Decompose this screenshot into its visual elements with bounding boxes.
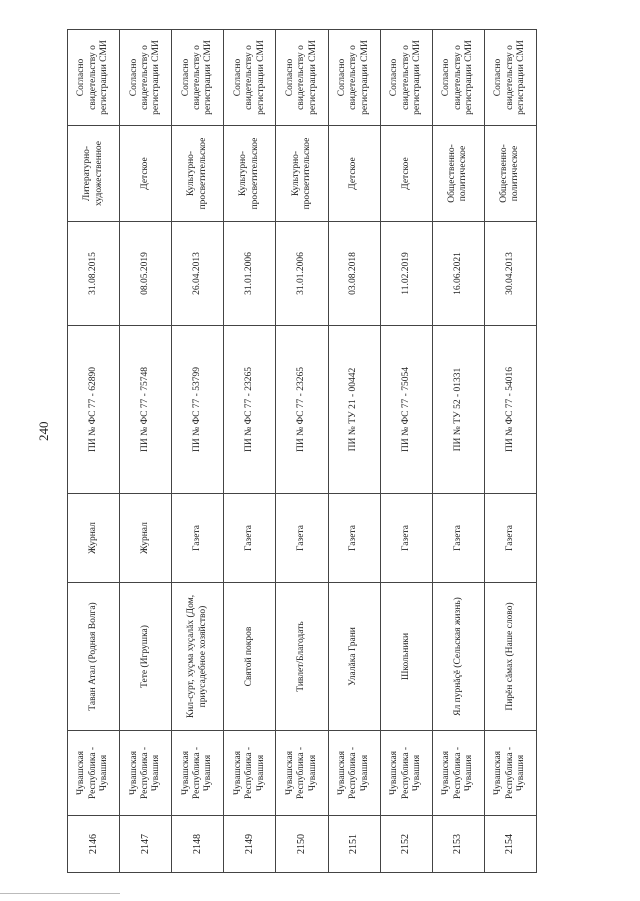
row-number: 2146 (68, 816, 120, 873)
basis-cell: Согласно свидетельству о регистрации СМИ (224, 30, 276, 126)
registration-number-cell: ПИ № ФС 77 - 54016 (484, 326, 536, 494)
basis-cell: Согласно свидетельству о регистрации СМИ (328, 30, 380, 126)
region-cell: Чувашская Республика - Чувашия (380, 731, 432, 816)
registration-date-cell: 11.02.2019 (380, 222, 432, 326)
registration-date-cell: 31.08.2015 (68, 222, 120, 326)
basis-cell: Согласно свидетельству о регистрации СМИ (120, 30, 172, 126)
region-cell: Чувашская Республика - Чувашия (484, 731, 536, 816)
page-edge-rule (0, 893, 120, 894)
topic-cell: Детское (380, 126, 432, 222)
publication-type-cell: Журнал (68, 494, 120, 583)
media-registry-table (67, 30, 537, 873)
row-number: 2148 (172, 816, 224, 873)
table-row (120, 30, 172, 873)
topic-cell: Детское (328, 126, 380, 222)
topic-cell: Литературно-художественное (68, 126, 120, 222)
registration-number-cell: ПИ № ФС 77 - 23265 (276, 326, 328, 494)
registration-date-cell: 03.08.2018 (328, 222, 380, 326)
registration-number-cell: ПИ № ФС 77 - 23265 (224, 326, 276, 494)
registration-date-cell: 26.04.2013 (172, 222, 224, 326)
registration-date-cell: 30.04.2013 (484, 222, 536, 326)
topic-cell: Общественно-политическое (432, 126, 484, 222)
region-cell: Чувашская Республика - Чувашия (224, 731, 276, 816)
topic-cell: Культурно-просветительское (276, 126, 328, 222)
publication-type-cell: Газета (432, 494, 484, 583)
region-cell: Чувашская Республика - Чувашия (68, 731, 120, 816)
table-row (276, 30, 328, 873)
topic-cell: Общественно-политическое (484, 126, 536, 222)
publication-type-cell: Журнал (120, 494, 172, 583)
page-number: 240 (36, 421, 51, 441)
basis-cell: Согласно свидетельству о регистрации СМИ (172, 30, 224, 126)
table-row (432, 30, 484, 873)
registration-date-cell: 31.01.2006 (276, 222, 328, 326)
publication-type-cell: Газета (224, 494, 276, 583)
registration-date-cell: 16.06.2021 (432, 222, 484, 326)
row-number: 2153 (432, 816, 484, 873)
basis-cell: Согласно свидетельству о регистрации СМИ (380, 30, 432, 126)
row-number: 2154 (484, 816, 536, 873)
basis-cell: Согласно свидетельству о регистрации СМИ (484, 30, 536, 126)
registration-number-cell: ПИ № ФС 77 - 75748 (120, 326, 172, 494)
registration-number-cell: ПИ № ТУ 52 - 01331 (432, 326, 484, 494)
table-row (172, 30, 224, 873)
table-row (224, 30, 276, 873)
registration-number-cell: ПИ № ФС 77 - 53799 (172, 326, 224, 494)
registration-number-cell: ПИ № ФС 77 - 62890 (68, 326, 120, 494)
registration-number-cell: ПИ № ФС 77 - 75054 (380, 326, 432, 494)
publication-title-cell: Тете (Игрушка) (120, 583, 172, 731)
row-number: 2149 (224, 816, 276, 873)
publication-type-cell: Газета (328, 494, 380, 583)
basis-cell: Согласно свидетельству о регистрации СМИ (432, 30, 484, 126)
publication-title-cell: Святой покров (224, 583, 276, 731)
publication-title-cell: Улалăка Грани (328, 583, 380, 731)
publication-title-cell: Ял пурнăçĕ (Сельская жизнь) (432, 583, 484, 731)
row-number: 2152 (380, 816, 432, 873)
basis-cell: Согласно свидетельству о регистрации СМИ (68, 30, 120, 126)
region-cell: Чувашская Республика - Чувашия (172, 731, 224, 816)
publication-type-cell: Газета (276, 494, 328, 583)
publication-title-cell: Школьники (380, 583, 432, 731)
row-number: 2151 (328, 816, 380, 873)
publication-type-cell: Газета (484, 494, 536, 583)
table-row (68, 30, 120, 873)
region-cell: Чувашская Республика - Чувашия (432, 731, 484, 816)
publication-title-cell: Таван Атал (Родная Волга) (68, 583, 120, 731)
publication-title-cell: Пирĕн сăмах (Наше слово) (484, 583, 536, 731)
region-cell: Чувашская Республика - Чувашия (328, 731, 380, 816)
row-number: 2150 (276, 816, 328, 873)
region-cell: Чувашская Республика - Чувашия (120, 731, 172, 816)
table-row (328, 30, 380, 873)
publication-title-cell: Кил-сурт, хуçма хуçалăх (Дом, приусадебное хозяйство) (172, 583, 224, 731)
registration-date-cell: 08.05.2019 (120, 222, 172, 326)
region-cell: Чувашская Республика - Чувашия (276, 731, 328, 816)
publication-title-cell: Тивлет/Благодать (276, 583, 328, 731)
topic-cell: Культурно-просветительское (224, 126, 276, 222)
topic-cell: Детское (120, 126, 172, 222)
topic-cell: Культурно-просветительское (172, 126, 224, 222)
registration-number-cell: ПИ № ТУ 21 - 00442 (328, 326, 380, 494)
table-row (380, 30, 432, 873)
basis-cell: Согласно свидетельству о регистрации СМИ (276, 30, 328, 126)
registration-date-cell: 31.01.2006 (224, 222, 276, 326)
row-number: 2147 (120, 816, 172, 873)
table-row (484, 30, 536, 873)
publication-type-cell: Газета (380, 494, 432, 583)
publication-type-cell: Газета (172, 494, 224, 583)
